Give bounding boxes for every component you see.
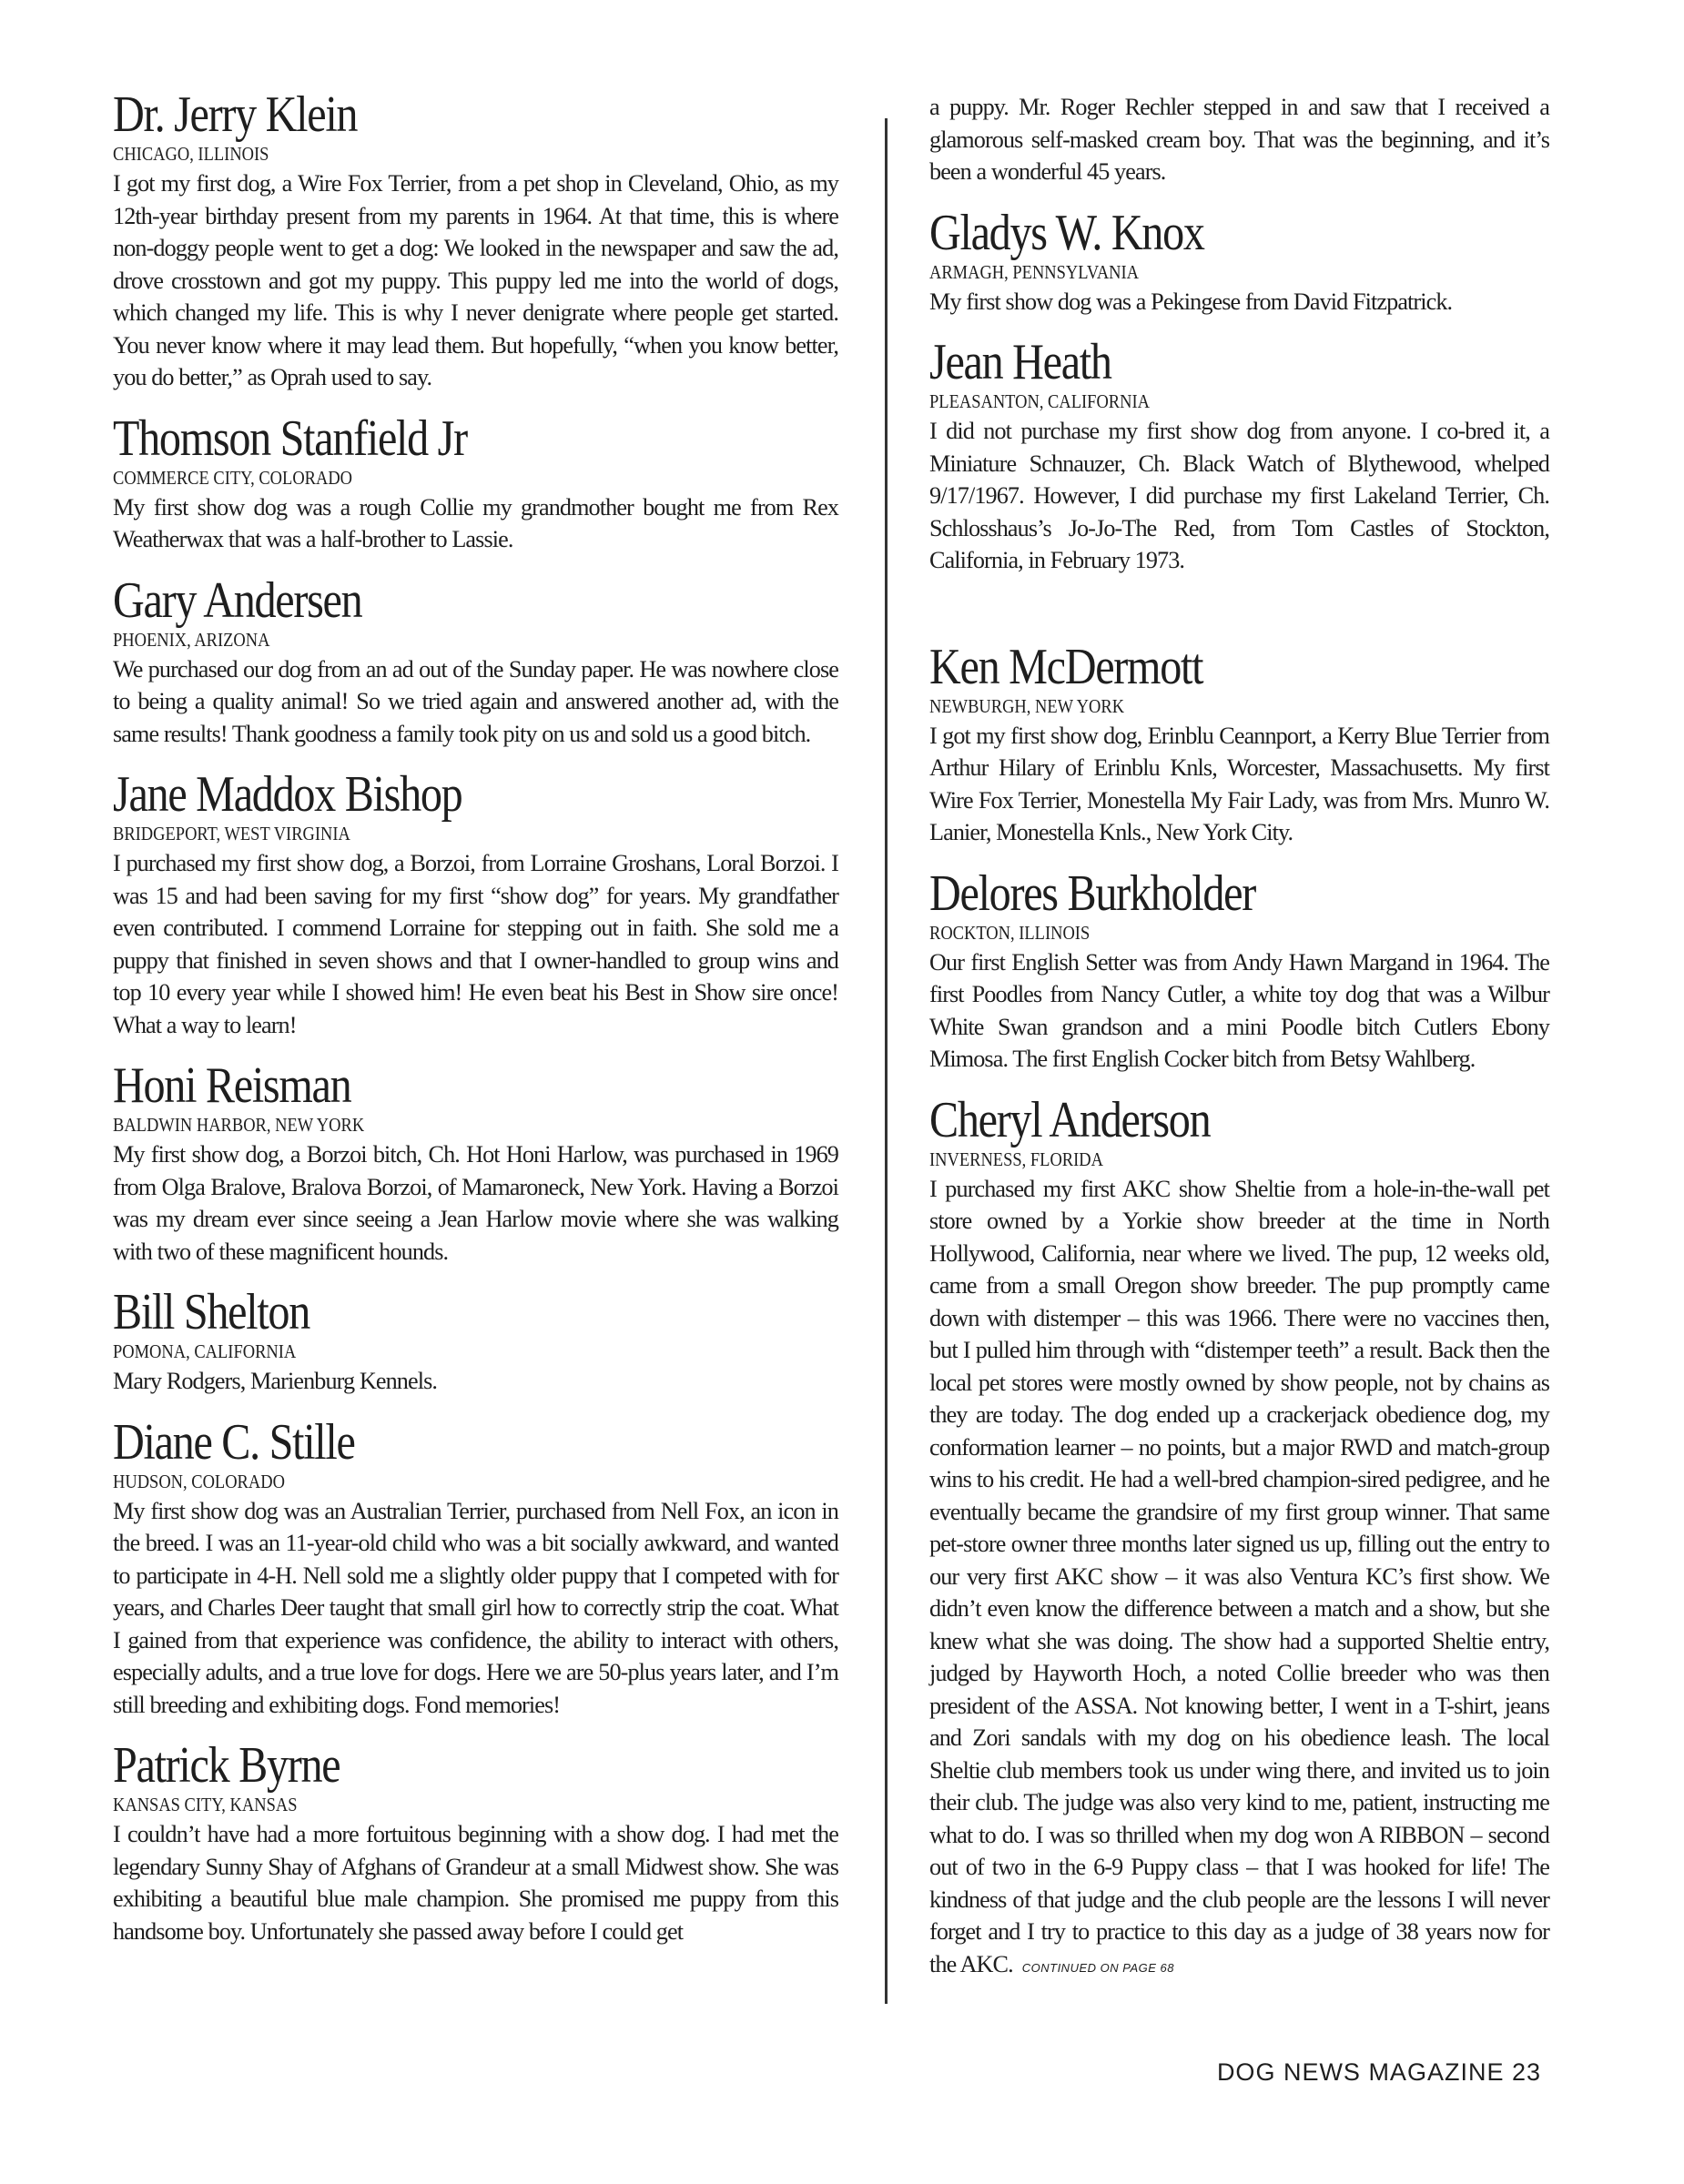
person-name: Cheryl Anderson bbox=[929, 1091, 1211, 1148]
person-name: Gladys W. Knox bbox=[929, 204, 1204, 261]
person-location: BALDWIN HARBOR, NEW YORK bbox=[113, 1114, 365, 1136]
profile-entry bbox=[929, 865, 1549, 1076]
profile-entry bbox=[113, 1284, 838, 1398]
person-location: ARMAGH, PENNSYLVANIA bbox=[929, 260, 1140, 283]
left-column bbox=[113, 86, 838, 1964]
person-location: PHOENIX, ARIZONA bbox=[113, 628, 270, 651]
person-location: COMMERCE CITY, COLORADO bbox=[113, 466, 353, 489]
person-name: Thomson Stanfield Jr bbox=[113, 410, 467, 467]
profile-entry bbox=[113, 1737, 838, 1947]
profile-text: I got my first dog, a Wire Fox Terrier, from a pet shop in Cleveland, Ohio, as my 12th-year birthday present from my parents in 1964. At that time, this is where non-doggy people went to get a dog: We looked in the newspaper and saw the ad, drove crosstown and got my puppy. This puppy led me into the world of dogs, which changed my life. This is why I never denigrate where people get started. You never know where it may lead them. But hopefully, “when you know better, you do better,” as Oprah used to say. bbox=[113, 170, 838, 390]
continued-link[interactable]: CONTINUED ON PAGE 68 bbox=[1021, 1960, 1174, 1975]
profile-entry bbox=[113, 410, 838, 556]
profile-text: I couldn’t have had a more fortuitous beginning with a show dog. I had met the legendary Sunny Shay of Afghans of Grandeur at a small Midwest show. She was exhibiting a beautiful blue male champion. She promised me puppy from this handsome boy. Unfortunately she passed away before I could get bbox=[113, 1821, 838, 1945]
profile-text: My first show dog was a rough Collie my grandmother bought me from Rex Weatherwax that was a half-brother to Lassie. bbox=[113, 493, 838, 552]
profile-text: I purchased my first show dog, a Borzoi, from Lorraine Groshans, Loral Borzoi. I was 15 and had been saving for my first “show dog” for years. My grandfather even contributed. I commend Lorraine for stepping out in faith. She sold me a puppy that finished in seven shows and that I owner-handled to group wins and top 10 every year while I showed him! He even beat his Best in Show sire once! What a way to learn! bbox=[113, 850, 838, 1038]
person-name: Diane C. Stille bbox=[113, 1413, 355, 1471]
profile-entry bbox=[113, 1414, 838, 1722]
person-name: Jean Heath bbox=[929, 334, 1111, 390]
person-name: Ken McDermott bbox=[929, 638, 1203, 695]
continued-text: a puppy. Mr. Roger Rechler stepped in and saw that I received a glamorous self-masked cream boy. That was the beginning, and it’s been a wonderful 45 years. bbox=[929, 94, 1549, 185]
profile-text: My first show dog, a Borzoi bitch, Ch. Hot Honi Harlow, was purchased in 1969 from Olga Bralove, Bralova Borzoi, of Mamaroneck, New York. Having a Borzoi was my dream ever since seeing a Jean Harlow movie where she was walking with two of these magnificent hounds. bbox=[113, 1141, 838, 1265]
profile-text: Our first English Setter was from Andy Hawn Margand in 1964. The first Poodles from Nancy Cutler, a white toy dog that was a Wilbur White Swan grandson and a mini Poodle bitch Cutlers Ebony Mimosa. The first English Cocker bitch from Betsy Wahlberg. bbox=[929, 948, 1549, 1072]
profile-entry bbox=[929, 205, 1549, 318]
person-name: Patrick Byrne bbox=[113, 1737, 340, 1794]
person-location: POMONA, CALIFORNIA bbox=[113, 1340, 297, 1362]
person-name: Dr. Jerry Klein bbox=[113, 86, 358, 143]
profile-entry bbox=[113, 1057, 838, 1268]
profile-text bbox=[929, 1173, 1549, 1985]
spacer bbox=[929, 593, 1549, 639]
person-location: PLEASANTON, CALIFORNIA bbox=[929, 390, 1150, 412]
person-name: Jane Maddox Bishop bbox=[113, 766, 462, 823]
profile-text-body: I purchased my first AKC show Sheltie from a hole-in-the-wall pet store owned by a Yorkie show breeder at the time in North Hollywood, California, near where we lived. The pup, 12 weeks old, came from a small Oregon show breeder. The pup promptly came down with distemper – this was 1966. There were no vaccines then, but I pulled him through with “distemper teeth” a result. Back then the local pet stores were mostly owned by show people, not by chains as they are today. The dog ended up a crackerjack obedience dog, my conformation learner – no points, but a major RWD and match-group wins to his credit. He had a well-bred champion-sired pedigree, and he eventually became the grandsire of my first group winner. That same pet-store owner three months later signed us up, filling out the entry to our very first AKC show – it was also Ventura KC’s first show. We didn’t even know the difference between a match and a show, but she knew what she was doing. The show had a supported Sheltie entry, judged by Hayworth Hoch, a noted Collie breeder who was then president of the ASSA. Not knowing better, I went in a T-shirt, jeans and Zori sandals with my dog on his obedience leash. The local Sheltie club members took us under wing there, and invited us to join their club. The judge was also very kind to me, patient, instructing me what to do. I was so thrilled when my dog won A RIBBON – second out of two in the 6-9 Puppy class – that I was hooked for life! The kindness of that judge and the club people are the lessons I will never forget and I try to practice to this day as a judge of 38 years now for the AKC. bbox=[929, 1175, 1549, 1977]
person-name: Delores Burkholder bbox=[929, 864, 1255, 922]
profile-entry bbox=[113, 766, 838, 1041]
profile-text: I did not purchase my first show dog from anyone. I co-bred it, a Miniature Schnauzer, Ch. Black Watch of Blythewood, whelped 9/17/1967. However, I did purchase my first Lakeland Terrier, Ch. Schlosshaus’s Jo-Jo-The Red, from Tom Castles of Stockton, California, in February 1973. bbox=[929, 418, 1549, 573]
profile-entry bbox=[113, 86, 838, 394]
page-footer: DOG NEWS MAGAZINE 23 bbox=[1216, 2058, 1541, 2086]
person-name: Bill Shelton bbox=[113, 1284, 309, 1340]
profile-entry bbox=[929, 1092, 1549, 1985]
person-name: Gary Andersen bbox=[113, 571, 362, 629]
person-location: HUDSON, COLORADO bbox=[113, 1470, 285, 1492]
person-location: ROCKTON, ILLINOIS bbox=[929, 921, 1091, 944]
column-divider bbox=[885, 118, 888, 2004]
profile-entry bbox=[929, 639, 1549, 849]
profile-text: We purchased our dog from an ad out of the Sunday paper. He was nowhere close to being a quality animal! So we tried again and answered another ad, with the same results! Thank goodness a family took pity on us and sold us a good bitch. bbox=[113, 655, 838, 747]
profile-text: Mary Rodgers, Marienburg Kennels. bbox=[113, 1368, 438, 1394]
person-location: INVERNESS, FLORIDA bbox=[929, 1148, 1103, 1170]
person-location: NEWBURGH, NEW YORK bbox=[929, 694, 1125, 717]
profile-entry bbox=[113, 572, 838, 751]
profile-entry bbox=[929, 334, 1549, 577]
person-location: CHICAGO, ILLINOIS bbox=[113, 143, 269, 165]
profile-text: My first show dog was a Pekingese from David Fitzpatrick. bbox=[929, 288, 1453, 315]
person-location: BRIDGEPORT, WEST VIRGINIA bbox=[113, 823, 350, 844]
profile-text: I got my first show dog, Erinblu Ceannport, a Kerry Blue Terrier from Arthur Hilary of Erinblu Knls, Worcester, Massachusetts. My first Wire Fox Terrier, Monestella My Fair Lady, was from Mrs. Munro W. Lanier, Monestella Knls., New York City. bbox=[929, 722, 1549, 845]
profile-text: My first show dog was an Australian Terrier, purchased from Nell Fox, an icon in the breed. I was an 11-year-old child who was a bit socially awkward, and wanted to participate in 4-H. Nell sold me a slightly older puppy that I competed with for years, and Charles Deer taught that small girl how to correctly strip the coat. What I gained from that experience was confidence, the ability to interact with others, especially adults, and a true love for dogs. Here we are 50-plus years later, and I’m still breeding and exhibiting dogs. Fond memories! bbox=[113, 1497, 838, 1718]
person-location: KANSAS CITY, KANSAS bbox=[113, 1794, 298, 1815]
person-name: Honi Reisman bbox=[113, 1057, 351, 1114]
right-column bbox=[929, 91, 1549, 2000]
